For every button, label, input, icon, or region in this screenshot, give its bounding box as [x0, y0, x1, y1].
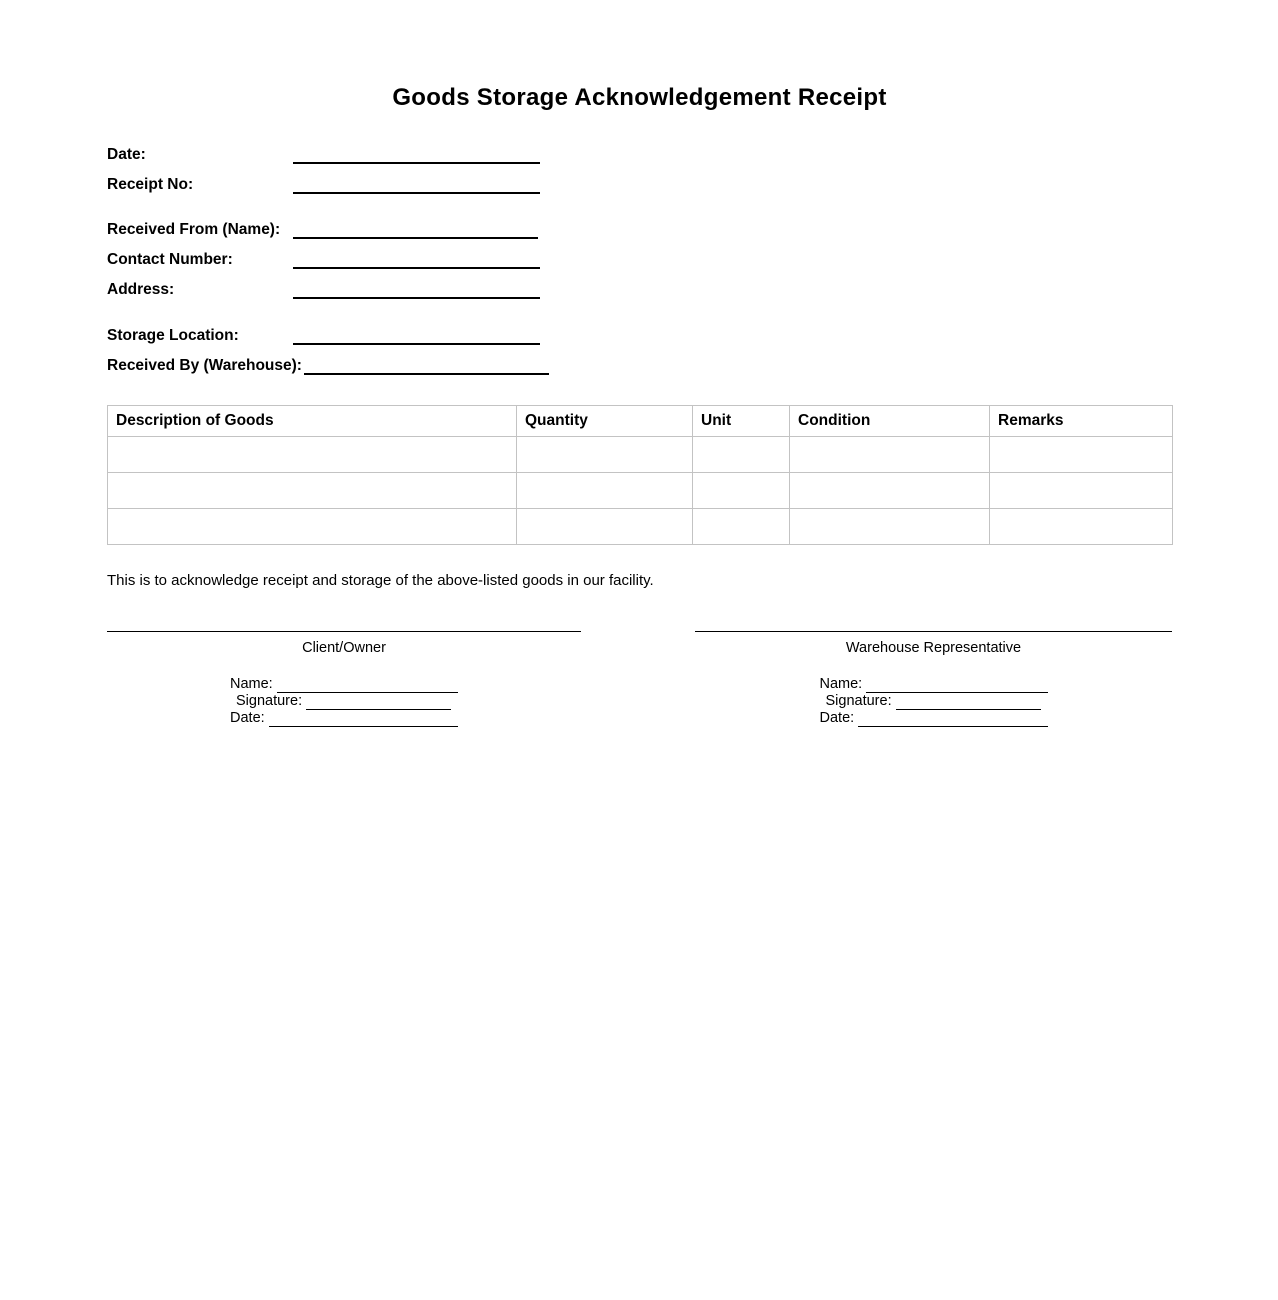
goods-table-header-row [108, 406, 1173, 437]
warehouse-name-row [820, 676, 1048, 693]
field-row-address [107, 281, 1172, 299]
goods-table-header-quantity: Quantity [517, 406, 693, 437]
client-date-label: Date: [230, 710, 265, 726]
goods-table-header-unit: Unit [693, 406, 790, 437]
warehouse-signature-rule[interactable] [695, 631, 1172, 632]
warehouse-signature-block [695, 631, 1172, 727]
goods-cell-unit[interactable] [693, 509, 790, 545]
field-row-storage-location [107, 327, 1172, 345]
signature-gap [581, 631, 695, 727]
warehouse-role-label: Warehouse Representative [845, 640, 1022, 656]
warehouse-date-row [820, 710, 1048, 727]
address-label: Address: [107, 281, 175, 298]
field-row-date [107, 146, 1172, 164]
contact-number-fill-line[interactable] [293, 252, 540, 269]
field-row-received-from [107, 221, 1172, 239]
warehouse-signature-fields [820, 676, 1048, 727]
goods-cell-unit[interactable] [693, 473, 790, 509]
goods-cell-quantity[interactable] [517, 509, 693, 545]
signature-section [107, 631, 1172, 727]
receipt-no-label: Receipt No: [107, 176, 194, 193]
goods-cell-unit[interactable] [693, 437, 790, 473]
goods-cell-quantity[interactable] [517, 473, 693, 509]
goods-cell-description[interactable] [108, 473, 517, 509]
warehouse-signature-label: Signature: [825, 693, 892, 709]
address-fill-line[interactable] [293, 282, 540, 299]
goods-cell-condition[interactable] [790, 509, 990, 545]
client-signature-rule[interactable] [107, 631, 581, 632]
client-name-row [230, 676, 458, 693]
field-row-received-by [107, 357, 1172, 375]
warehouse-name-fill-line[interactable] [866, 679, 1047, 693]
client-signature-fields [230, 676, 458, 727]
warehouse-name-label: Name: [819, 676, 863, 692]
goods-table-row [108, 473, 1173, 509]
goods-cell-condition[interactable] [790, 437, 990, 473]
client-date-row [230, 710, 458, 727]
document-title: Goods Storage Acknowledgement Receipt [392, 84, 887, 111]
goods-cell-remarks[interactable] [990, 473, 1173, 509]
receipt-no-fill-line[interactable] [293, 177, 540, 194]
contact-number-label: Contact Number: [107, 251, 233, 268]
warehouse-date-fill-line[interactable] [858, 713, 1047, 727]
storage-location-fill-line[interactable] [293, 328, 540, 345]
goods-table [107, 405, 1173, 545]
client-name-fill-line[interactable] [277, 679, 458, 693]
client-signature-label: Signature: [236, 693, 303, 709]
storage-location-label: Storage Location: [107, 327, 239, 344]
goods-cell-quantity[interactable] [517, 437, 693, 473]
acknowledgement-text: This is to acknowledge receipt and storage of the above-listed goods in our facility. [107, 572, 654, 589]
goods-table-row [108, 437, 1173, 473]
client-role-label: Client/Owner [302, 640, 386, 656]
date-label: Date: [107, 146, 146, 163]
goods-table-header-condition: Condition [790, 406, 990, 437]
warehouse-signature-fill-line[interactable] [896, 696, 1041, 710]
goods-table-row [108, 509, 1173, 545]
goods-table-header-description: Description of Goods [108, 406, 517, 437]
received-from-label: Received From (Name): [107, 221, 281, 238]
goods-cell-description[interactable] [108, 509, 517, 545]
date-fill-line[interactable] [293, 147, 540, 164]
client-signature-fill-line[interactable] [306, 696, 451, 710]
warehouse-signature-row [820, 693, 1048, 710]
goods-table-header-remarks: Remarks [990, 406, 1173, 437]
client-name-label: Name: [230, 676, 273, 692]
received-by-fill-line[interactable] [304, 358, 549, 375]
field-row-receipt-no [107, 176, 1172, 194]
client-signature-block [107, 631, 581, 727]
goods-cell-condition[interactable] [790, 473, 990, 509]
client-signature-row [230, 693, 458, 710]
client-date-fill-line[interactable] [269, 713, 458, 727]
goods-cell-remarks[interactable] [990, 437, 1173, 473]
goods-cell-remarks[interactable] [990, 509, 1173, 545]
received-by-label: Received By (Warehouse): [107, 357, 302, 374]
received-from-fill-line[interactable] [293, 222, 538, 239]
goods-cell-description[interactable] [108, 437, 517, 473]
field-row-contact-number [107, 251, 1172, 269]
warehouse-date-label: Date: [819, 710, 855, 726]
